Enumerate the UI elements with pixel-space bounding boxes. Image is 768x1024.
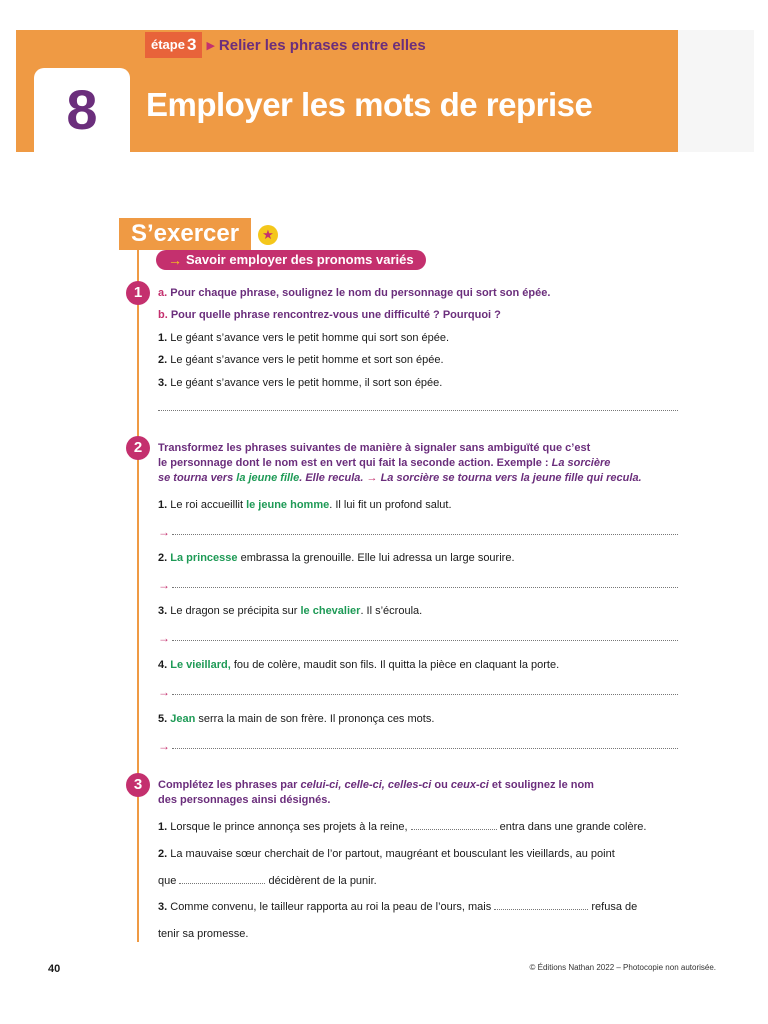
ex2-example-start: La sorcière [551, 457, 611, 469]
ex2-example-text: . Elle recula. [299, 472, 364, 484]
arrow-right-icon: → [158, 578, 170, 592]
item-number: 2. [158, 848, 168, 860]
etape-label: étape [151, 37, 185, 52]
ex1-instruction-b [158, 309, 501, 321]
item-text: refusa de [591, 901, 638, 913]
ex3-instr-text: Complétez les phrases par [158, 779, 298, 791]
ex1-item [158, 332, 449, 344]
arrow-right-icon: → [168, 252, 182, 268]
ex2-item [158, 605, 422, 617]
etape-badge [145, 32, 202, 58]
chapter-number-badge [34, 68, 130, 152]
ex3-sentence-2-cont [158, 875, 377, 887]
star-icon: ★ [258, 225, 278, 245]
item-green-name: le jeune homme [246, 499, 330, 511]
ex2-example-answer: La sorcière se tourna vers la jeune fille qui recula. [380, 472, 642, 484]
section-rule [137, 250, 139, 942]
exercise-number: 2 [126, 436, 150, 460]
item-green-name: La princesse [170, 552, 238, 564]
item-text: que [158, 875, 177, 887]
ex2-item [158, 499, 452, 511]
answer-line[interactable] [158, 410, 678, 411]
header-edge [678, 30, 754, 152]
skill-label: Savoir employer des pronoms variés [186, 252, 414, 267]
answer-line[interactable] [172, 534, 678, 535]
exercise-number: 1 [126, 281, 150, 305]
page-title: Employer les mots de reprise [146, 86, 593, 123]
item-text: fou de colère, maudit son fils. Il quitta la pièce en claquant la porte. [233, 659, 560, 671]
answer-line[interactable] [172, 587, 678, 588]
item-number: 2. [158, 354, 168, 366]
ex3-word: celles-ci [387, 779, 432, 791]
ex1-item [158, 354, 444, 366]
item-text: entra dans une grande colère. [499, 821, 647, 833]
blank-field[interactable] [411, 828, 497, 830]
item-text: Le dragon se précipita sur [170, 605, 298, 617]
item-green-name: le chevalier [300, 605, 361, 617]
item-text: . Il lui fit un profond salut. [329, 499, 452, 511]
skill-pill [156, 250, 426, 270]
exercise-number: 3 [126, 773, 150, 797]
item-number: 1. [158, 332, 168, 344]
page-number: 40 [48, 963, 61, 975]
item-number: 3. [158, 377, 168, 389]
ex2-instr-text: le personnage dont le nom est en vert qui fait la seconde action. Exemple : [158, 457, 549, 469]
ex3-instruction-line2: des personnages ainsi désignés. [158, 794, 331, 806]
item-text: Le géant s’avance vers le petit homme et sort son épée. [170, 354, 444, 366]
item-green-name: Le vieillard, [170, 659, 231, 671]
item-number: 3. [158, 605, 168, 617]
ex2-item [158, 659, 559, 671]
item-text: Le géant s’avance vers le petit homme, il sort son épée. [170, 377, 443, 389]
blank-field[interactable] [494, 908, 588, 910]
ex1-letter-b: b. [158, 309, 168, 321]
item-number: 5. [158, 713, 168, 725]
etape-title: Relier les phrases entre elles [218, 36, 426, 54]
item-text: Comme convenu, le tailleur rapporta au roi la peau de l’ours, mais [170, 901, 492, 913]
ex3-sentence-3-cont: tenir sa promesse. [158, 928, 249, 940]
item-number: 3. [158, 901, 168, 913]
item-number: 4. [158, 659, 168, 671]
ex1-text-a: Pour chaque phrase, soulignez le nom du personnage qui sort son épée. [170, 287, 551, 299]
copyright: © Éditions Nathan 2022 – Photocopie non autorisée. [529, 963, 716, 972]
arrow-right-icon: → [158, 525, 170, 539]
item-text: décidèrent de la punir. [268, 875, 377, 887]
item-text: serra la main de son frère. Il prononça ces mots. [198, 713, 435, 725]
item-text: . Il s’écroula. [360, 605, 423, 617]
ex3-word: celle-ci, [344, 779, 385, 791]
ex3-sentence-3 [158, 901, 637, 913]
arrow-right-icon: → [366, 472, 378, 484]
ex2-example-green: la jeune fille [236, 472, 300, 484]
play-arrow-icon: ▶ [206, 39, 215, 52]
ex3-instr-text: ou [434, 779, 448, 791]
item-text: La mauvaise sœur cherchait de l’or partout, maugréant et bousculant les vieillards, au point [170, 848, 615, 860]
ex1-item [158, 377, 442, 389]
ex3-sentence-2 [158, 848, 615, 860]
ex3-word: ceux-ci [450, 779, 489, 791]
ex1-instruction-a [158, 287, 550, 299]
item-number: 2. [158, 552, 168, 564]
blank-field[interactable] [179, 882, 265, 884]
arrow-right-icon: → [158, 739, 170, 753]
chapter-number: 8 [66, 78, 98, 141]
ex2-instruction-line2 [158, 457, 610, 469]
item-text: Le géant s’avance vers le petit homme qui sort son épée. [170, 332, 450, 344]
ex3-word: celui-ci, [300, 779, 342, 791]
ex1-letter-a: a. [158, 287, 168, 299]
ex3-sentence-1 [158, 821, 646, 833]
etape-number: 3 [186, 35, 197, 54]
item-text: Lorsque le prince annonça ses projets à la reine, [170, 821, 408, 833]
ex1-text-b: Pour quelle phrase rencontrez-vous une difficulté ? Pourquoi ? [170, 309, 501, 321]
ex2-example-text: se tourna vers [158, 472, 234, 484]
section-title: S’exercer [119, 218, 251, 250]
etape-tab [145, 30, 426, 60]
ex3-instruction-line1 [158, 779, 594, 791]
ex2-instruction-line1: Transformez les phrases suivantes de manière à signaler sans ambiguïté que c’est [158, 442, 591, 454]
item-green-name: Jean [170, 713, 196, 725]
item-text: embrassa la grenouille. Elle lui adressa un large sourire. [240, 552, 515, 564]
arrow-right-icon: → [158, 685, 170, 699]
ex2-item [158, 713, 434, 725]
answer-line[interactable] [172, 748, 678, 749]
item-number: 1. [158, 499, 168, 511]
ex2-item [158, 552, 515, 564]
item-text: Le roi accueillit [170, 499, 244, 511]
answer-line[interactable] [172, 640, 678, 641]
arrow-right-icon: → [158, 631, 170, 645]
answer-line[interactable] [172, 694, 678, 695]
ex3-instr-text: et soulignez le nom [491, 779, 594, 791]
item-number: 1. [158, 821, 168, 833]
ex2-example-line [158, 472, 642, 484]
